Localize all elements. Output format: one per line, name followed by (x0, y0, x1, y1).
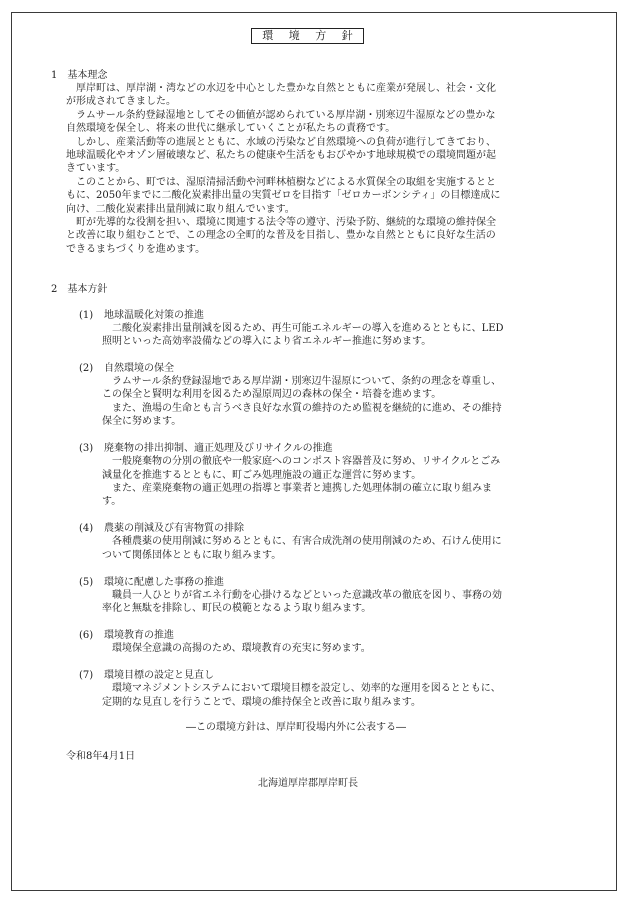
item-number: (3) (79, 443, 94, 454)
item-line: この保全と賢明な利用を図るため湿原周辺の森林の保全・培養を進めます。 (102, 389, 442, 400)
item-line: ついて関係団体とともに取り組みます。 (102, 550, 282, 561)
item-line: また、漁場の生命とも言うべき良好な水質の維持のため監視を継続的に進め、その維持 (102, 403, 502, 414)
item-line: 各種農薬の使用削減に努めるとともに、有害合成洗剤の使用削減のため、石けん使用に (102, 536, 502, 547)
section-1-line: このことから、町では、湿原清掃活動や河畔林植樹などによる水質保全の取組を実施するとと (66, 177, 496, 188)
section-1-line: 町が先導的な役割を担い、環境に関連する法令等の遵守、汚染予防、継続的な環境の維持保全 (66, 217, 496, 228)
section-1-line: もに、2050年までに二酸化炭素排出量の実質ゼロを目指す「ゼロカーボンシティ」の目標達成に (66, 190, 501, 201)
item-line: 減量化を推進するとともに、町ごみ処理施設の適正な運営に努めます。 (102, 470, 422, 481)
item-line: また、産業廃棄物の適正処理の指導と事業者と連携した処理体制の確立に取り組みま (102, 483, 492, 494)
item-number: (5) (79, 577, 94, 588)
item-line: 率化と無駄を排除し、町民の模範となるよう取り組みます。 (102, 603, 372, 614)
item-heading: 地球温暖化対策の推進 (104, 310, 204, 321)
item-line: 保全に努めます。 (102, 416, 182, 427)
section-1-line: 厚岸町は、厚岸湖・湾などの水辺を中心とした豊かな自然とともに産業が発展し、社会・文化 (66, 83, 496, 94)
item-line: 定期的な見直しを行うことで、環境の維持保全と改善に取り組みます。 (102, 697, 421, 708)
item-line: ラムサール条約登録湿地である厚岸湖・別寒辺牛湿原について、条約の理念を尊重し、 (102, 376, 502, 387)
item-number: (2) (79, 363, 94, 374)
item-line: 環境マネジメントシステムにおいて環境目標を設定し、効率的な運用を図るとともに、 (102, 683, 501, 694)
item-heading: 自然環境の保全 (104, 363, 174, 374)
section-1-line: ラムサール条約登録湿地としてその価値が認められている厚岸湖・別寒辺牛湿原などの豊かな (66, 110, 496, 121)
item-heading: 廃棄物の排出抑制、適正処理及びリサイクルの推進 (104, 443, 333, 454)
section-1-line: 向け、二酸化炭素排出量削減に取り組んでいます。 (66, 204, 295, 215)
item-line: 二酸化炭素排出量削減を図るため、再生可能エネルギーの導入を進めるとともに、LED (102, 323, 504, 334)
section-1-line: 自然環境を保全し、将来の世代に継承していくことが私たちの責務です。 (66, 123, 396, 134)
item-heading: 環境目標の設定と見直し (104, 670, 214, 681)
item-line: 一般廃棄物の分別の徹底や一般家庭へのコンポスト容器普及に努め、リサイクルとごみ (102, 456, 501, 467)
item-heading: 環境教育の推進 (104, 630, 174, 641)
section-1-line: できるまちづくりを進めます。 (66, 244, 206, 255)
item-line: 環境保全意識の高揚のため、環境教育の充実に努めます。 (102, 643, 371, 654)
closing-statement: ―この環境方針は、厚岸町役場内外に公表する― (186, 722, 406, 733)
item-number: (6) (79, 630, 94, 641)
item-heading: 農薬の削減及び有害物質の排除 (104, 523, 244, 534)
section-1-heading: 1 基本理念 (51, 70, 108, 81)
item-number: (1) (79, 310, 94, 321)
section-1-line: と改善に取り組むことで、この理念の全町的な普及を目指し、豊かな自然とともに良好な生活の (66, 230, 496, 241)
section-1-line: が形成されてきました。 (66, 96, 176, 107)
section-1-line: きています。 (66, 163, 126, 174)
section-2-heading: 2 基本方針 (51, 284, 108, 295)
signer: 北海道厚岸郡厚岸町長 (258, 778, 358, 789)
document-title: 環 境 方 針 (251, 28, 364, 44)
item-heading: 環境に配慮した事務の推進 (104, 577, 224, 588)
item-number: (4) (79, 523, 94, 534)
section-1-line: 地球温暖化やオゾン層破壊など、私たちの健康や生活をもおびやかす地球規模での環境問題が起 (66, 150, 496, 161)
item-line: 照明といった高効率設備などの導入により省エネルギー推進に努めます。 (102, 336, 432, 347)
section-1-line: しかし、産業活動等の進展とともに、水域の汚染など自然環境への負荷が進行してきており、 (66, 137, 496, 148)
issue-date: 令和8年4月1日 (66, 751, 136, 762)
item-line: す。 (102, 496, 122, 507)
item-line: 職員一人ひとりが省エネ行動を心掛けるなどといった意識改革の徹底を図り、事務の効 (102, 590, 502, 601)
item-number: (7) (79, 670, 94, 681)
